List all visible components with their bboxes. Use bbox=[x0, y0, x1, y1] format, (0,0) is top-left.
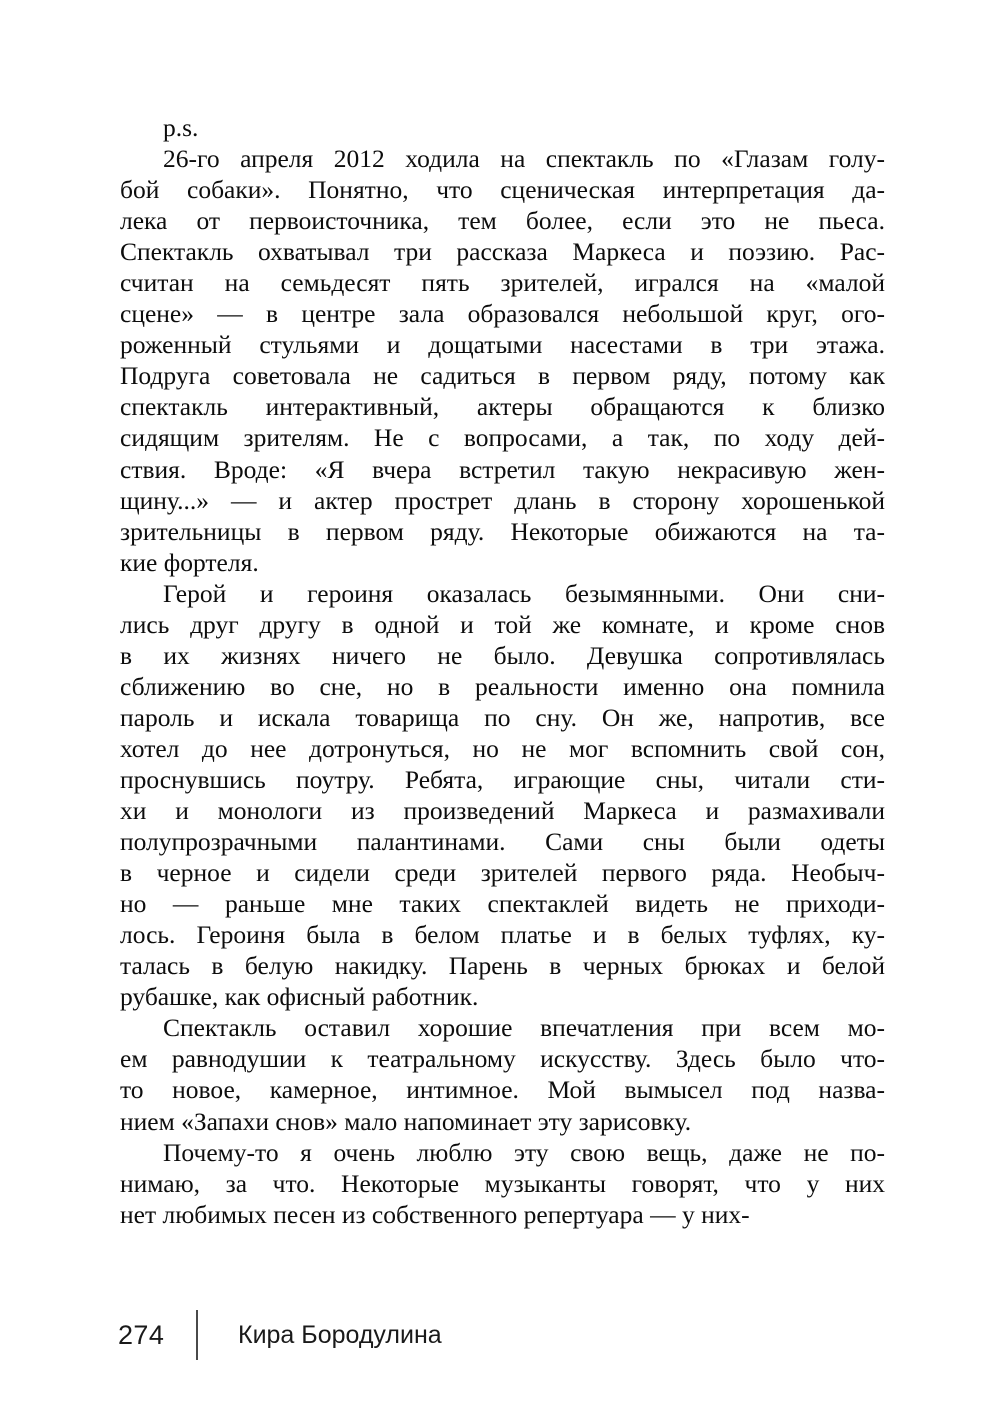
text-line: в их жизнях ничего не было. Девушка сопротивлялась bbox=[120, 640, 885, 670]
text-line: щину...» — и актер прострет длань в сторону хорошенькой bbox=[120, 485, 885, 515]
author-byline: Кира Бородулина bbox=[238, 1320, 442, 1349]
paragraph bbox=[120, 578, 885, 1013]
text-line: пароль и искала товарища по сну. Он же, напротив, все bbox=[120, 702, 885, 732]
text-line: спектакль интерактивный, актеры обращаются к близко bbox=[120, 392, 885, 422]
text-line: то новое, камерное, интимное. Мой вымысел под назва- bbox=[120, 1075, 885, 1105]
text-line: Спектакль оставил хорошие впечатления при всем мо- bbox=[163, 1013, 885, 1043]
text-line: нет любимых песен из собственного репертуара — у них- bbox=[120, 1199, 750, 1229]
paragraph bbox=[120, 1012, 885, 1136]
text-line: Подруга советовала не садиться в первом ряду, потому как bbox=[120, 361, 885, 391]
text-line: зрительницы в первом ряду. Некоторые обижаются на та- bbox=[120, 516, 885, 546]
text-line: Почему-то я очень люблю эту свою вещь, даже не по- bbox=[163, 1137, 885, 1167]
text-line: сближению во сне, но в реальности именно она помнила bbox=[120, 671, 885, 701]
text-line: лись друг другу в одной и той же комнате, и кроме снов bbox=[120, 609, 885, 639]
text-line: но — раньше мне таких спектаклей видеть не приходи- bbox=[120, 889, 885, 919]
text-line: хотел до нее дотронуться, но не мог вспомнить свой сон, bbox=[120, 733, 885, 763]
text-line: сцене» — в центре зала образовался небольшой круг, ого- bbox=[120, 299, 885, 329]
text-line: полупрозрачными палантинами. Сами сны были одеты bbox=[120, 827, 885, 857]
text-line: Герой и героиня оказалась безымянными. Они сни- bbox=[163, 578, 885, 608]
text-line: нимаю, за что. Некоторые музыканты говорят, что у них bbox=[120, 1168, 885, 1198]
text-line: талась в белую накидку. Парень в черных брюках и белой bbox=[120, 951, 885, 981]
paragraph bbox=[120, 112, 885, 143]
paragraph bbox=[120, 1137, 885, 1230]
page-footer bbox=[118, 1306, 442, 1364]
text-line: 26-го апреля 2012 ходила на спектакль по «Глазам голу- bbox=[163, 144, 885, 174]
text-line: кие фортеля. bbox=[120, 547, 259, 577]
text-line: роженный стульями и дощатыми насестами в три этажа. bbox=[120, 330, 885, 360]
text-line: бой собаки». Понятно, что сценическая интерпретация да- bbox=[120, 175, 885, 205]
text-line: ствия. Вроде: «Я вчера встретил такую некрасивую жен- bbox=[120, 454, 885, 484]
text-line: рубашке, как офисный работник. bbox=[120, 982, 479, 1012]
text-line: лека от первоисточника, тем более, если это не пьеса. bbox=[120, 206, 885, 236]
text-line: лось. Героиня была в белом платье и в белых туфлях, ку- bbox=[120, 920, 885, 950]
text-line: считан на семьдесят пять зрителей, игрался на «малой bbox=[120, 268, 885, 298]
text-line: сидящим зрителям. Не с вопросами, а так, по ходу дей- bbox=[120, 423, 885, 453]
body-text-column bbox=[120, 112, 885, 1230]
text-line: нием «Запахи снов» мало напоминает эту зарисовку. bbox=[120, 1106, 692, 1136]
page-number: 274 bbox=[118, 1319, 165, 1350]
text-line: ем равнодушии к театральному искусству. Здесь было что- bbox=[120, 1044, 885, 1074]
text-line: в черное и сидели среди зрителей первого ряда. Необыч- bbox=[120, 858, 885, 888]
text-line: проснувшись поутру. Ребята, играющие сны, читали сти- bbox=[120, 764, 885, 794]
text-line: p.s. bbox=[163, 113, 199, 142]
text-line: Спектакль охватывал три рассказа Маркеса и поэзию. Рас- bbox=[120, 237, 885, 267]
text-line: хи и монологи из произведений Маркеса и размахивали bbox=[120, 796, 885, 826]
footer-divider-rule bbox=[196, 1310, 198, 1360]
paragraph bbox=[120, 143, 885, 578]
